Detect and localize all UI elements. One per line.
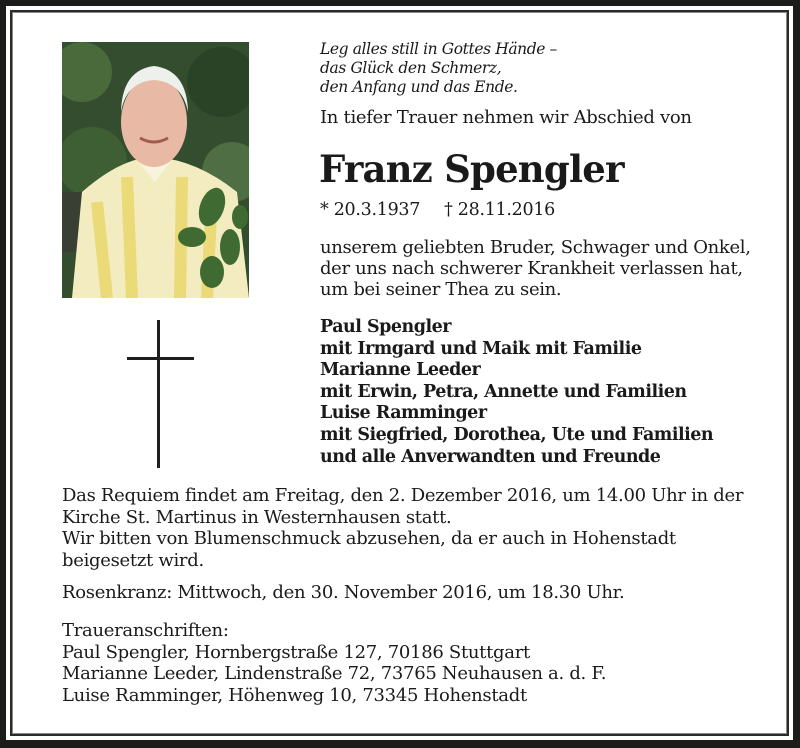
mourner-line: Luise Ramminger	[320, 403, 487, 424]
life-dates	[320, 199, 555, 221]
service-info	[62, 485, 743, 571]
mourner-line: mit Siegfried, Dorothea, Ute und Familien	[320, 424, 714, 445]
mourner-line: mit Erwin, Petra, Annette und Familien	[320, 381, 687, 402]
service-line: Wir bitten von Blumenschmuck abzusehen, da er auch in Hohenstadt	[62, 528, 676, 549]
cross-horizontal-bar	[127, 357, 194, 360]
relation-line: der uns nach schwerer Krankheit verlassen hat,	[320, 258, 743, 279]
service-line: Das Requiem findet am Freitag, den 2. Dezember 2016, um 14.00 Uhr in der	[62, 485, 744, 506]
address-line: Marianne Leeder, Lindenstraße 72, 73765 Neuhausen a. d. F.	[62, 663, 607, 684]
service-line: Kirche St. Martinus in Westernhausen statt.	[62, 506, 452, 528]
poem-verse	[320, 40, 557, 97]
relation-text	[320, 237, 751, 300]
address-line: Paul Spengler, Hornbergstraße 127, 70186 Stuttgart	[62, 641, 530, 663]
mourners-list	[320, 317, 713, 468]
deceased-name: Franz Spengler	[319, 147, 624, 191]
rosary-info: Rosenkranz: Mittwoch, den 30. November 2016, um 18.30 Uhr.	[62, 582, 625, 603]
intro-text: In tiefer Trauer nehmen wir Abschied von	[320, 107, 692, 128]
poem-line: Leg alles still in Gottes Hände –	[320, 40, 557, 58]
mourner-line: Marianne Leeder	[320, 360, 481, 381]
cross-vertical-bar	[157, 320, 160, 468]
poem-line: den Anfang und das Ende.	[320, 78, 518, 96]
condolence-addresses	[62, 620, 606, 706]
address-line: Luise Ramminger, Höhenweg 10, 73345 Hohenstadt	[62, 684, 527, 706]
death-date: † 28.11.2016	[444, 200, 555, 220]
mourner-line: Paul Spengler	[320, 317, 451, 337]
mourner-line: und alle Anverwandten und Freunde	[320, 446, 661, 467]
service-line: beigesetzt wird.	[62, 549, 204, 571]
relation-line: um bei seiner Thea zu sein.	[320, 279, 562, 300]
birth-date: * 20.3.1937	[320, 200, 421, 220]
poem-line: das Glück den Schmerz,	[320, 59, 502, 77]
mourner-line: mit Irmgard und Maik mit Familie	[320, 338, 642, 359]
portrait-photo	[62, 42, 249, 298]
addresses-title: Traueranschriften:	[62, 620, 229, 641]
relation-line: unserem geliebten Bruder, Schwager und Onkel,	[320, 237, 751, 258]
